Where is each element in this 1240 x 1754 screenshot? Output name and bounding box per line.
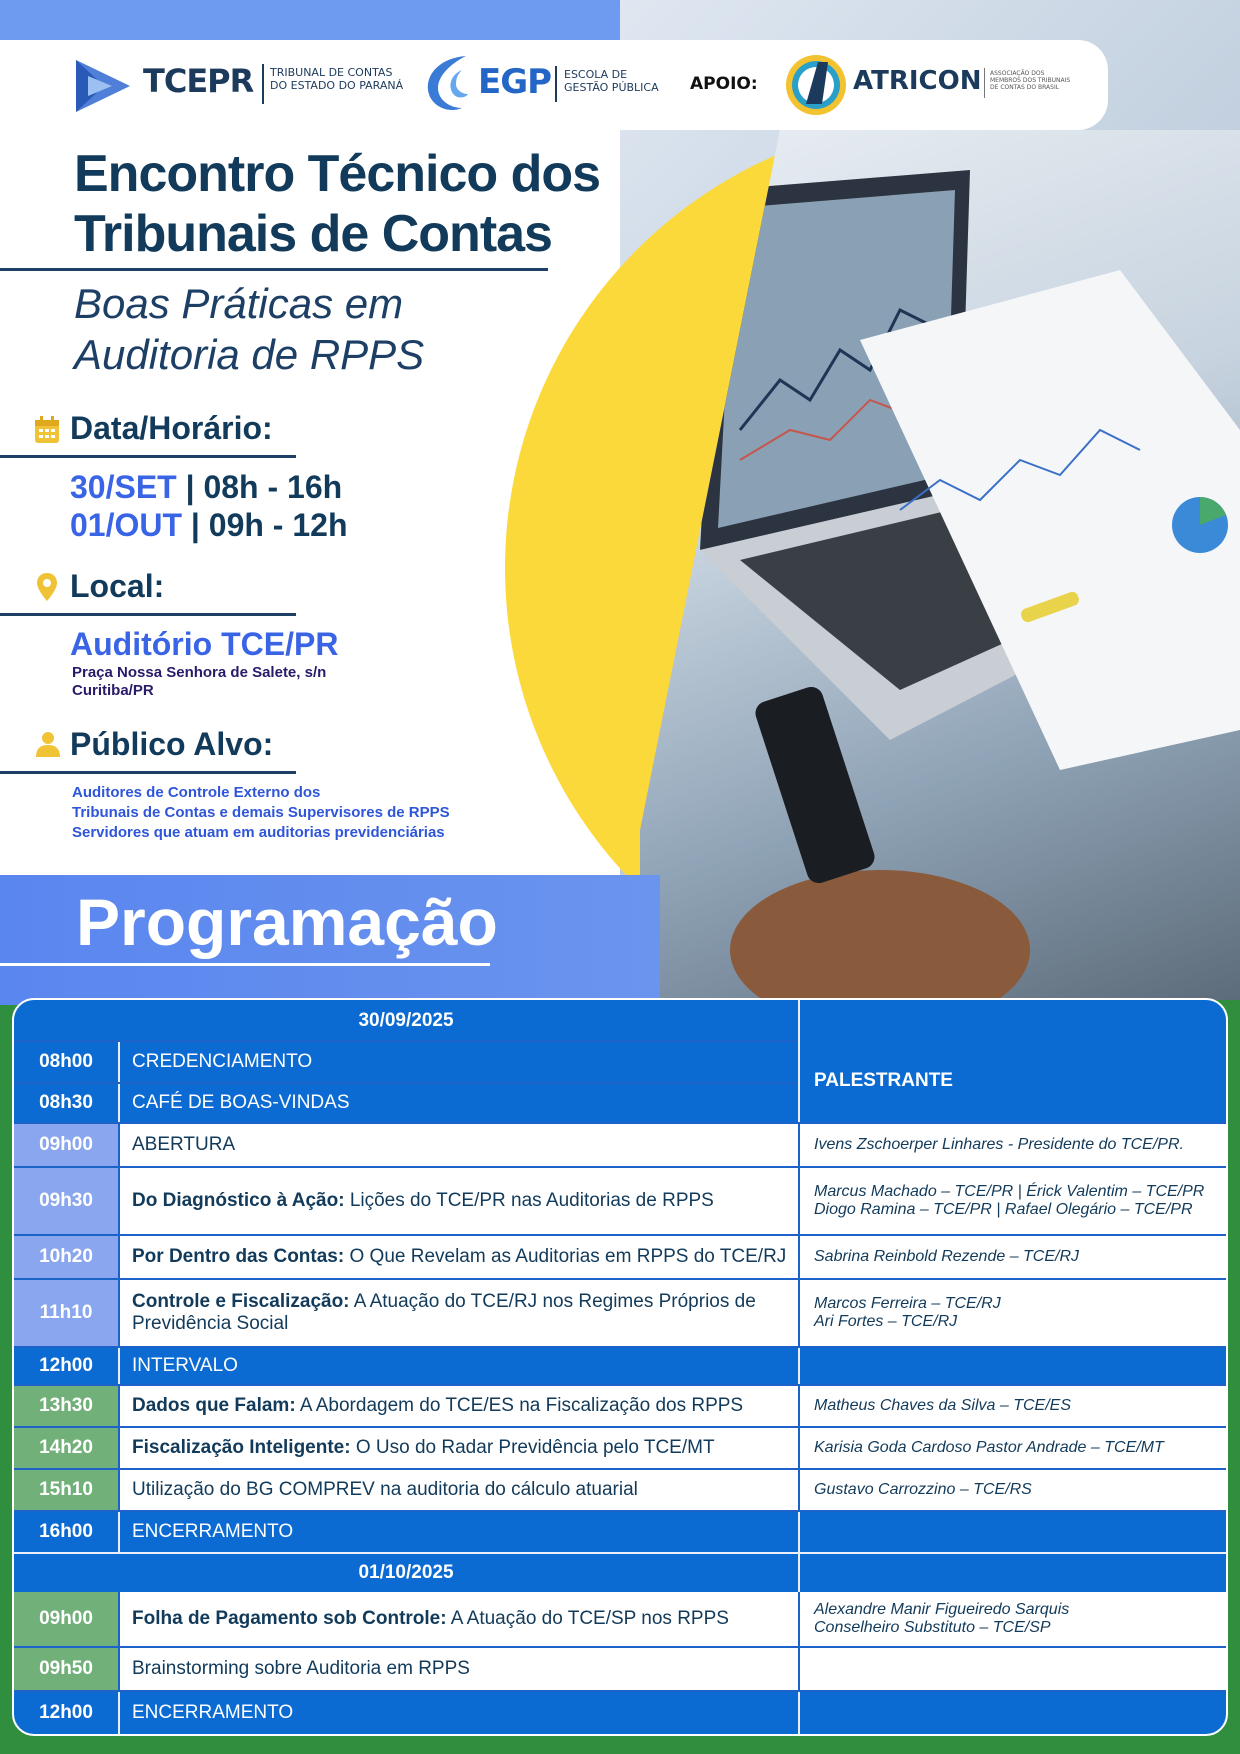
row-time: 09h50 [14, 1648, 118, 1690]
speaker-header-top [798, 1000, 1228, 1042]
person-icon [36, 731, 60, 757]
table-row [14, 1468, 1228, 1510]
table-row [14, 1166, 1228, 1234]
row-speaker: Marcus Machado – TCE/PR | Érick Valentim – TCE/PR Diogo Ramina – TCE/PR | Rafael Olegário – TCE/PR [798, 1168, 1228, 1234]
atricon-subtitle: ASSOCIAÇÃO DOS MEMBROS DOS TRIBUNAIS DE CONTAS DO BRASIL [990, 70, 1071, 91]
table-row [14, 1426, 1228, 1468]
location-pin-icon [37, 573, 57, 601]
row-topic: CREDENCIAMENTO [118, 1042, 798, 1082]
row-speaker [798, 1512, 1228, 1552]
row-topic: Do Diagnóstico à Ação: Lições do TCE/PR nas Auditorias de RPPS [118, 1168, 798, 1234]
row-topic: Fiscalização Inteligente: O Uso do Radar Previdência pelo TCE/MT [118, 1428, 798, 1468]
row-speaker: Ivens Zschoerper Linhares - Presidente do TCE/PR. [798, 1124, 1228, 1166]
datetime-label: Data/Horário: [70, 410, 273, 446]
row-time: 12h00 [14, 1692, 118, 1734]
audience-divider [0, 771, 296, 774]
program-divider [0, 963, 490, 966]
location-divider [0, 613, 296, 616]
speaker-header: PALESTRANTE [798, 1040, 1228, 1122]
row-topic: INTERVALO [118, 1348, 798, 1384]
row-topic: Brainstorming sobre Auditoria em RPPS [118, 1648, 798, 1690]
day1-date: 30/SET [70, 469, 177, 505]
location-venue: Auditório TCE/PR [70, 626, 339, 662]
row-topic: CAFÉ DE BOAS-VINDAS [118, 1084, 798, 1122]
row-time: 08h00 [14, 1042, 118, 1082]
row-speaker [798, 1648, 1228, 1690]
row-topic: ENCERRAMENTO [118, 1692, 798, 1734]
event-subtitle: Boas Práticas em Auditoria de RPPS [74, 280, 425, 378]
row-time: 09h30 [14, 1168, 118, 1234]
tcepr-logo-icon [74, 56, 132, 116]
table-row [14, 1278, 1228, 1346]
table-row [14, 1234, 1228, 1278]
title-divider [0, 268, 548, 271]
row-topic: ABERTURA [118, 1124, 798, 1166]
atricon-logo-icon [784, 52, 848, 118]
table-row [14, 1690, 1228, 1734]
audience-label: Público Alvo: [70, 726, 274, 762]
day2-time: | 09h - 12h [190, 507, 348, 543]
row-speaker: Gustavo Carrozzino – TCE/RS [798, 1470, 1228, 1510]
row-topic: Utilização do BG COMPREV na auditoria do cálculo atuarial [118, 1470, 798, 1510]
egp-logo-icon [422, 50, 472, 116]
datetime-values [70, 468, 347, 544]
row-time: 10h20 [14, 1236, 118, 1278]
row-topic: Dados que Falam: A Abordagem do TCE/ES na Fiscalização dos RPPS [118, 1386, 798, 1426]
table-row [14, 1346, 1228, 1384]
atricon-logo-text: ATRICON [853, 66, 982, 96]
row-speaker: Matheus Chaves da Silva – TCE/ES [798, 1386, 1228, 1426]
calendar-icon [34, 416, 60, 444]
egp-logo-text: EGP [478, 62, 552, 102]
tcepr-subtitle: TRIBUNAL DE CONTAS DO ESTADO DO PARANÁ [270, 66, 404, 92]
schedule-table [12, 998, 1228, 1736]
day2-header-row [14, 1552, 1228, 1592]
row-speaker: Karisia Goda Cardoso Pastor Andrade – TCE/MT [798, 1428, 1228, 1468]
tcepr-logo-text: TCEPR [143, 62, 254, 100]
day1-label: 30/09/2025 [14, 1000, 798, 1042]
location-address: Praça Nossa Senhora de Salete, s/n Curitiba/PR [72, 664, 327, 699]
row-time: 09h00 [14, 1592, 118, 1646]
event-title: Encontro Técnico dos Tribunais de Contas [74, 145, 601, 263]
table-row [14, 1510, 1228, 1552]
day2-date: 01/OUT [70, 507, 183, 543]
egp-subtitle: ESCOLA DE GESTÃO PÚBLICA [564, 68, 659, 94]
table-row [14, 1646, 1228, 1690]
row-topic: Controle e Fiscalização: A Atuação do TCE/RJ nos Regimes Próprios de Previdência Social [118, 1280, 798, 1346]
row-speaker [798, 1692, 1228, 1734]
row-topic: Folha de Pagamento sob Controle: A Atuação do TCE/SP nos RPPS [118, 1592, 798, 1646]
row-time: 11h10 [14, 1280, 118, 1346]
audience-list: Auditores de Controle Externo dos Tribunais de Contas e demais Supervisores de RPPS Servidores que atuam em auditorias previdenciárias [72, 784, 450, 841]
table-row [14, 1082, 798, 1122]
day1-time: | 08h - 16h [185, 469, 343, 505]
row-time: 14h20 [14, 1428, 118, 1468]
program-heading: Programação [76, 885, 498, 959]
day2-speaker-blank [798, 1554, 1228, 1592]
row-time: 13h30 [14, 1386, 118, 1426]
row-time: 09h00 [14, 1124, 118, 1166]
location-label: Local: [70, 568, 165, 604]
row-time: 08h30 [14, 1084, 118, 1122]
day1-header-row [14, 1000, 1228, 1042]
row-speaker: Alexandre Manir Figueiredo Sarquis Conselheiro Substituto – TCE/SP [798, 1592, 1228, 1646]
table-row [14, 1122, 1228, 1166]
row-topic: Por Dentro das Contas: O Que Revelam as Auditorias em RPPS do TCE/RJ [118, 1236, 798, 1278]
row-topic: ENCERRAMENTO [118, 1512, 798, 1552]
row-time: 16h00 [14, 1512, 118, 1552]
table-row [14, 1384, 1228, 1426]
row-speaker: Marcos Ferreira – TCE/RJ Ari Fortes – TCE/RJ [798, 1280, 1228, 1346]
row-time: 15h10 [14, 1470, 118, 1510]
table-row [14, 1040, 798, 1082]
table-row [14, 1592, 1228, 1646]
day2-label: 01/10/2025 [14, 1554, 798, 1592]
row-speaker: Sabrina Reinbold Rezende – TCE/RJ [798, 1236, 1228, 1278]
row-time: 12h00 [14, 1348, 118, 1384]
datetime-divider [0, 455, 296, 458]
support-label: APOIO: [690, 74, 758, 94]
row-speaker [798, 1348, 1228, 1384]
header-bar [0, 40, 1108, 130]
